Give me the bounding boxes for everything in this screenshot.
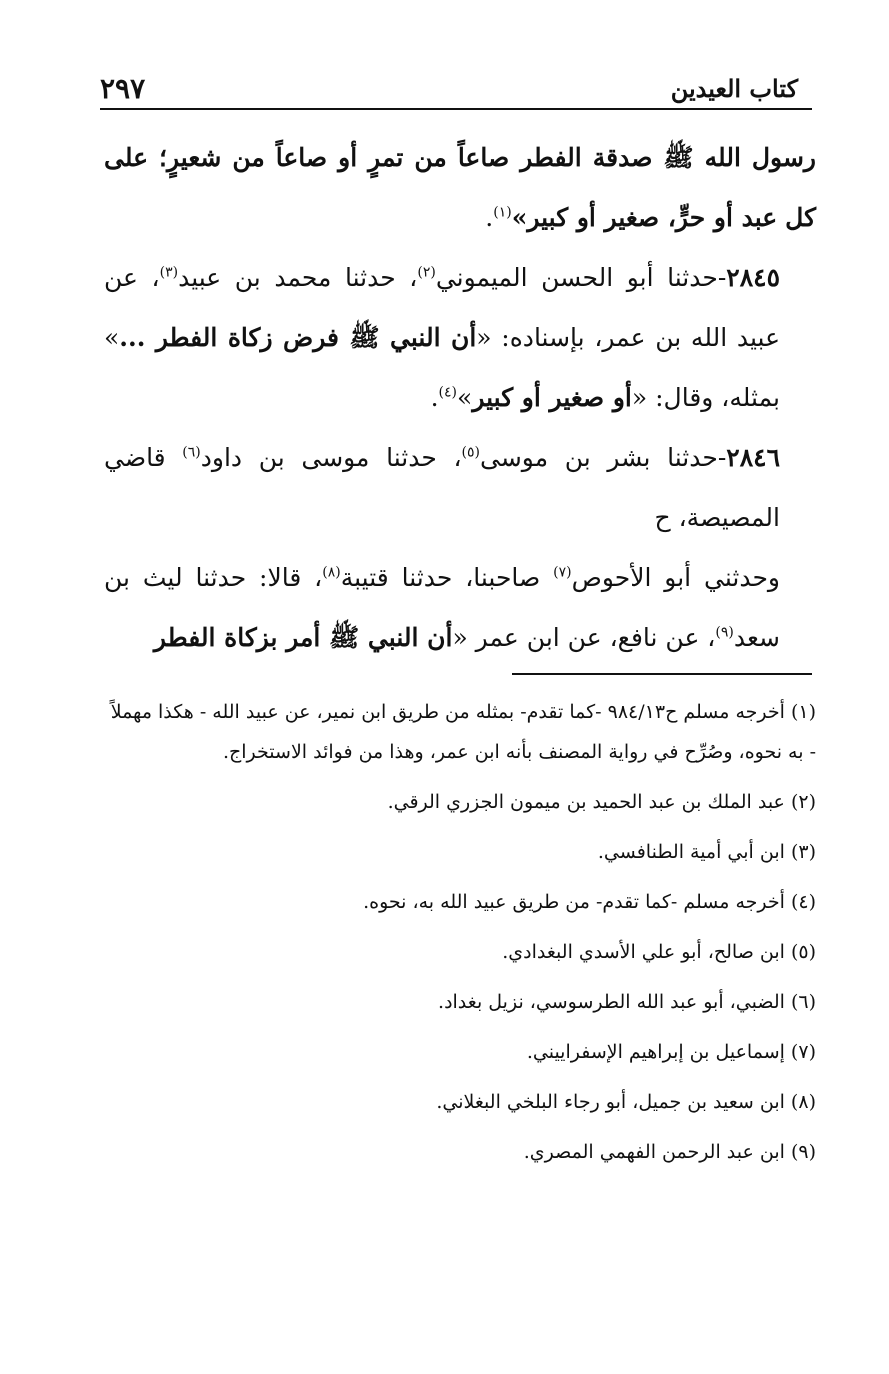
isnad-text: قاضي المصيصة، ح xyxy=(104,443,780,532)
hadith-text: رسول الله ﷺ صدقة الفطر صاعاً من تمرٍ أو صاعاً من شعيرٍ؛ على كل xyxy=(104,143,816,232)
hadith-text: أو صغير أو كبير xyxy=(472,383,632,412)
hadith-2845: ٢٨٤٥-حدثنا أبو الحسن الميموني$^{(٢)}$، حدثنا محمد بن عبيد$^{(٣)}$، عن عبيد الله بن عمر، بإسناده: «أن النبي ﷺ فرض زكاة الفطر ...» بمثله، وقال: «أو صغير أو كبير»$^{(٤)}$. xyxy=(104,263,780,412)
footnote-6: (٦) الضبي، أبو عبد الله الطرسوسي، نزيل بغداد. xyxy=(438,991,816,1013)
footnote-ref: (٩) xyxy=(715,624,734,641)
hadith-2846-second-chain xyxy=(104,548,816,668)
isnad-text: » بمثله، وقال: « xyxy=(104,323,780,412)
footnote-4: (٤) أخرجه مسلم -كما تقدم- من طريق عبيد الله به، نحوه. xyxy=(363,891,816,913)
hadith-text: أن النبي ﷺ أمر بزكاة الفطر xyxy=(153,623,453,652)
hadith-continuation: رسول الله ﷺ صدقة الفطر صاعاً من تمرٍ أو صاعاً من شعيرٍ؛ على كل عبد أو حرٍّ، صغير أو كبير»$^{(١)}$. xyxy=(104,143,816,232)
hadith-number: ٢٨٤٥ xyxy=(726,263,780,292)
hadith-text: عبد أو حرٍّ، صغير أو كبير» xyxy=(511,203,778,232)
isnad-text: -حدثنا بشر بن موسى xyxy=(480,443,727,472)
isnad-text: ، عن نافع، عن ابن عمر « xyxy=(452,623,716,652)
footnote-7: (٧) إسماعيل بن إبراهيم الإسفراييني. xyxy=(526,1041,816,1063)
running-title: كتاب العيدين xyxy=(670,74,798,103)
footnotes xyxy=(104,692,816,1182)
isnad-text: صاحبنا، حدثنا قتيبة xyxy=(340,563,554,592)
footnote-ref: (٦) xyxy=(182,444,201,461)
footnote-ref: (٣) xyxy=(159,264,179,281)
footnote-separator xyxy=(512,673,812,675)
page-header xyxy=(100,72,812,112)
footnote-5: (٥) ابن صالح، أبو علي الأسدي البغدادي. xyxy=(502,941,816,963)
isnad-text: وحدثني أبو الأحوص xyxy=(571,563,781,592)
hadith-number: ٢٨٤٦ xyxy=(726,443,780,472)
footnote-ref: (٧) xyxy=(553,564,572,581)
footnote-3: (٣) ابن أبي أمية الطنافسي. xyxy=(597,841,816,863)
footnote-ref: (٤) xyxy=(438,384,458,401)
isnad-text: عن عبيد الله بن عمر، بإسناده: « xyxy=(104,263,780,352)
isnad-text: ، حدثنا موسى بن داود xyxy=(200,443,462,472)
header-rule xyxy=(100,108,812,110)
footnote-8: (٨) ابن سعيد بن جميل، أبو رجاء البلخي البغلاني. xyxy=(436,1091,816,1113)
isnad-text: ، حدثنا محمد بن عبيد xyxy=(178,263,418,292)
footnote-ref: (٨) xyxy=(322,564,341,581)
footnote-ref: (٢) xyxy=(417,264,436,281)
isnad-text: -حدثنا أبو الحسن الميموني xyxy=(435,263,727,292)
footnote-1: (١) أخرجه مسلم ح٩٨٤/١٣ -كما تقدم- بمثله من طريق ابن نمير، عن عبيد الله - هكذا مهملاً - به نحوه، وصُرِّح في رواية المصنف بأنه ابن عمر، وهذا من فوائد الاستخراج. xyxy=(110,701,816,763)
footnote-9: (٩) ابن عبد الرحمن الفهمي المصري. xyxy=(523,1141,816,1163)
isnad-text: ، xyxy=(151,263,160,292)
hadith-text: أن النبي ﷺ فرض زكاة الفطر ... xyxy=(119,323,477,352)
isnad-text: ، قالا: حدثنا ليث بن سعد xyxy=(104,563,780,652)
hadith-2846 xyxy=(104,428,816,548)
footnote-ref: (١) xyxy=(493,204,512,221)
footnote-ref: (٥) xyxy=(461,444,481,461)
page-number: ٢٩٧ xyxy=(100,72,146,105)
main-text xyxy=(104,128,816,668)
isnad-text: » xyxy=(457,383,473,412)
footnote-2: (٢) عبد الملك بن عبد الحميد بن ميمون الجزري الرقي. xyxy=(387,791,816,813)
